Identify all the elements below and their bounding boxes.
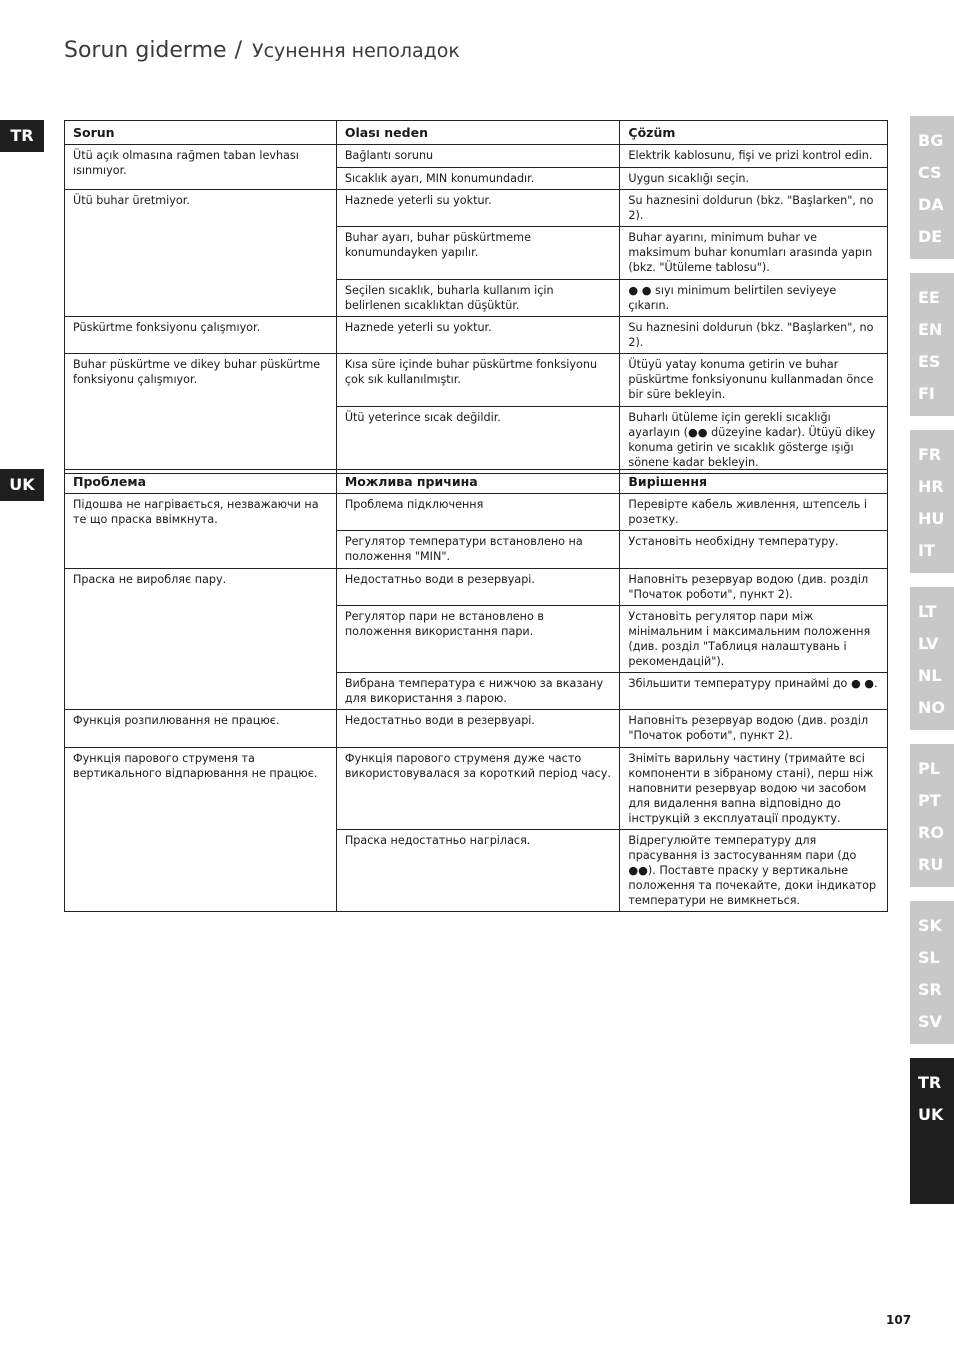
column-header-problem: Sorun [65, 121, 337, 145]
language-side-nav [910, 116, 954, 1218]
solution-cell: Зніміть варильну частину (тримайте всі компоненти в зібраному стані), перш ніж наповнити резервуар водою чи засобом для видалення вапна відповідно до інструкцій з експлуатації продукту. [620, 748, 888, 830]
cause-cell: Регулятор пари не встановлено в положення використання пари. [336, 606, 620, 673]
table-row [65, 710, 888, 748]
cause-cell: Bağlantı sorunu [336, 145, 620, 168]
cause-cell: Sıcaklık ayarı, MIN konumundadır. [336, 168, 620, 190]
solution-cell: Elektrik kablosunu, fişi ve prizi kontrol edin. [620, 145, 888, 168]
nav-item-en[interactable]: EN [918, 320, 943, 339]
table-header-row [65, 470, 888, 494]
table-row [65, 494, 888, 531]
nav-item-fr[interactable]: FR [918, 445, 942, 464]
solution-cell: Buharlı ütüleme için gerekli sıcaklığı ayarlayın (●● düzeyine kadar). Ütüyü dikey konuma getirin ve sıcaklık gösterge ışığı sönene kadar bekleyin. [620, 407, 888, 474]
lang-tag-tr: TR [0, 120, 44, 152]
problem-cell: Buhar püskürtme ve dikey buhar püskürtme fonksiyonu çalışmıyor. [65, 354, 337, 474]
nav-group-active [910, 1058, 954, 1204]
solution-cell: Ütüyü yatay konuma getirin ve buhar püskürtme fonksiyonunu kullanmadan önce bir süre bekleyin. [620, 354, 888, 407]
nav-item-it[interactable]: IT [918, 541, 935, 560]
nav-item-ru[interactable]: RU [918, 855, 944, 874]
nav-item-pl[interactable]: PL [918, 759, 940, 778]
cause-cell: Buhar ayarı, buhar püskürtmeme konumundayken yapılır. [336, 227, 620, 280]
solution-cell: Наповніть резервуар водою (див. розділ "Початок роботи", пункт 2). [620, 569, 888, 606]
problem-cell: Функція розпилювання не працює. [65, 710, 337, 748]
solution-cell: Установіть регулятор пари між мінімальним і максимальним положення (див. розділ "Таблиця налаштувань і рекомендацій"). [620, 606, 888, 673]
solution-cell: Uygun sıcaklığı seçin. [620, 168, 888, 190]
table-row [65, 748, 888, 830]
problem-cell: Підошва не нагрівається, незважаючи на те що праска ввімкнута. [65, 494, 337, 569]
column-header-cause: Можлива причина [336, 470, 620, 494]
nav-item-sl[interactable]: SL [918, 948, 940, 967]
troubleshooting-table-tr [64, 120, 888, 474]
solution-cell: Перевірте кабель живлення, штепсель і розетку. [620, 494, 888, 531]
solution-cell: Збільшити температуру принаймі до ● ●. [620, 673, 888, 710]
column-header-solution: Çözüm [620, 121, 888, 145]
cause-cell: Kısa süre içinde buhar püskürtme fonksiyonu çok sık kullanılmıştır. [336, 354, 620, 407]
column-header-cause: Olası neden [336, 121, 620, 145]
nav-item-es[interactable]: ES [918, 352, 941, 371]
nav-item-ee[interactable]: EE [918, 288, 940, 307]
nav-item-fi[interactable]: FI [918, 384, 935, 403]
nav-item-sv[interactable]: SV [918, 1012, 942, 1031]
cause-cell: Haznede yeterli su yoktur. [336, 190, 620, 227]
solution-cell: Наповніть резервуар водою (див. розділ "Початок роботи", пункт 2). [620, 710, 888, 748]
cause-cell: Недостатньо води в резервуарі. [336, 710, 620, 748]
lang-tag-uk: UK [0, 469, 44, 501]
problem-cell: Праска не виробляє пару. [65, 569, 337, 710]
nav-item-uk[interactable]: UK [918, 1105, 944, 1124]
table-row [65, 354, 888, 407]
nav-item-hu[interactable]: HU [918, 509, 945, 528]
solution-cell: Відрегулюйте температуру для прасування із застосуванням пари (до ●●). Поставте праску у вертикальне положення та почекайте, доки індикатор температури не вимкнеться. [620, 830, 888, 912]
nav-item-sr[interactable]: SR [918, 980, 942, 999]
nav-item-da[interactable]: DA [918, 195, 944, 214]
cause-cell: Проблема підключення [336, 494, 620, 531]
title-separator: / [234, 38, 242, 63]
table-row [65, 569, 888, 606]
table-row [65, 190, 888, 227]
problem-cell: Ütü buhar üretmiyor. [65, 190, 337, 317]
nav-item-lv[interactable]: LV [918, 634, 939, 653]
cause-cell: Haznede yeterli su yoktur. [336, 317, 620, 354]
nav-item-sk[interactable]: SK [918, 916, 942, 935]
nav-item-ro[interactable]: RO [918, 823, 944, 842]
table-row [65, 317, 888, 354]
problem-cell: Ütü açık olmasına rağmen taban levhası ısınmıyor. [65, 145, 337, 190]
cause-cell: Недостатньо води в резервуарі. [336, 569, 620, 606]
table-row [65, 145, 888, 168]
solution-cell: Su haznesini doldurun (bkz. "Başlarken", no 2). [620, 317, 888, 354]
solution-cell: Buhar ayarını, minimum buhar ve maksimum buhar konumları arasında yapın (bkz. "Ütüleme tablosu"). [620, 227, 888, 280]
nav-item-nl[interactable]: NL [918, 666, 942, 685]
page-number: 107 [886, 1313, 912, 1327]
problem-cell: Püskürtme fonksiyonu çalışmıyor. [65, 317, 337, 354]
column-header-problem: Проблема [65, 470, 337, 494]
cause-cell: Seçilen sıcaklık, buharla kullanım için belirlenen sıcaklıktan düşüktür. [336, 280, 620, 317]
cause-cell: Ütü yeterince sıcak değildir. [336, 407, 620, 474]
nav-item-bg[interactable]: BG [918, 131, 944, 150]
cause-cell: Функція парового струменя дуже часто використовувалася за короткий період часу. [336, 748, 620, 830]
column-header-solution: Вирішення [620, 470, 888, 494]
nav-group [910, 116, 954, 259]
solution-cell: Su haznesini doldurun (bkz. "Başlarken", no 2). [620, 190, 888, 227]
page-title-sub: Усунення неполадок [251, 40, 460, 62]
cause-cell: Праска недостатньо нагрілася. [336, 830, 620, 912]
solution-cell: Установіть необхідну температуру. [620, 531, 888, 569]
solution-cell: ● ● sıyı minimum belirtilen seviyeye çıkarın. [620, 280, 888, 317]
page-title-main: Sorun giderme [64, 38, 227, 63]
nav-item-cs[interactable]: CS [918, 163, 942, 182]
nav-item-tr[interactable]: TR [918, 1073, 942, 1092]
nav-item-no[interactable]: NO [918, 698, 945, 717]
problem-cell: Функція парового струменя та вертикального відпарювання не працює. [65, 748, 337, 912]
nav-group [910, 744, 954, 887]
nav-group [910, 430, 954, 573]
nav-item-de[interactable]: DE [918, 227, 943, 246]
cause-cell: Регулятор температури встановлено на положення "MIN". [336, 531, 620, 569]
troubleshooting-table-uk [64, 469, 888, 912]
cause-cell: Вибрана температура є нижчою за вказану для використання з парою. [336, 673, 620, 710]
page-title [64, 38, 460, 63]
nav-item-pt[interactable]: PT [918, 791, 941, 810]
nav-item-hr[interactable]: HR [918, 477, 944, 496]
table-header-row [65, 121, 888, 145]
nav-item-lt[interactable]: LT [918, 602, 937, 621]
nav-group [910, 587, 954, 730]
nav-group [910, 273, 954, 416]
nav-group [910, 901, 954, 1044]
